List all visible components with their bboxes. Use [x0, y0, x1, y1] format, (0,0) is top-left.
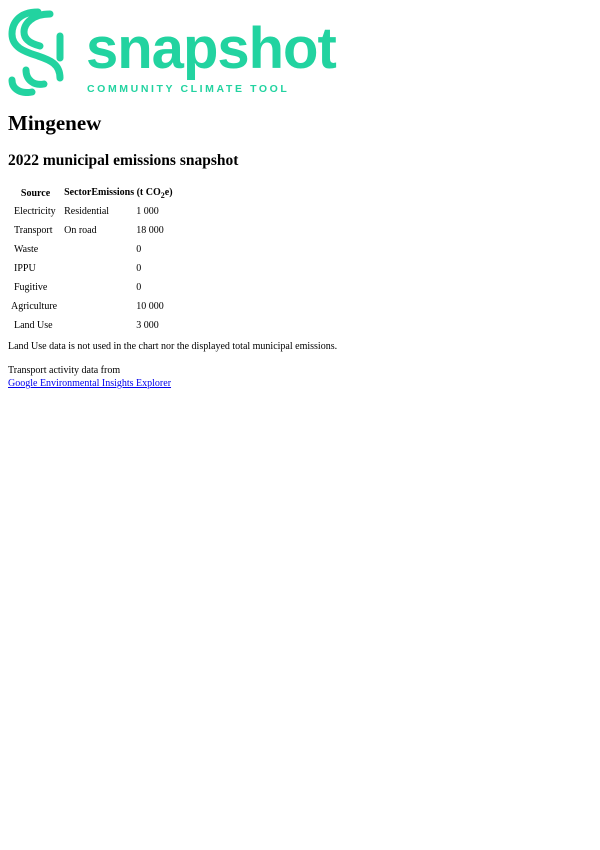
row-emissions: 0 [136, 282, 142, 293]
snapshot-tagline: COMMUNITY CLIMATE TOOL [87, 83, 290, 95]
header-source: Source [20, 188, 51, 199]
page-title: Mingenew [8, 111, 102, 135]
transport-credit [8, 364, 171, 390]
row-emissions: 1 000 [136, 206, 159, 217]
land-use-note: Land Use data is not used in the chart nor the displayed total municipal emissions. [8, 341, 338, 352]
table-row [10, 241, 174, 258]
row-source: Agriculture [11, 301, 58, 312]
row-sector [63, 298, 128, 315]
row-source: IPPU [14, 263, 36, 274]
table-row [10, 317, 174, 334]
row-source: Fugitive [14, 282, 48, 293]
row-source: Transport [14, 225, 53, 236]
header-sector-emissions [63, 186, 173, 201]
row-emissions: 0 [136, 244, 142, 255]
table-row [10, 260, 174, 277]
row-source: Waste [14, 244, 39, 255]
row-sector [63, 317, 128, 334]
snapshot-logo [8, 8, 336, 98]
snapshot-wordmark: snapshot [86, 16, 336, 81]
row-sector [63, 279, 128, 296]
header-sector: Sector [64, 187, 92, 198]
emissions-table [8, 184, 176, 336]
table-header-row [10, 186, 174, 201]
row-emissions: 3 000 [136, 320, 159, 331]
table-row [10, 203, 174, 220]
table-row [10, 279, 174, 296]
row-emissions: 18 000 [136, 225, 164, 236]
row-source: Electricity [14, 206, 56, 217]
row-sector: Residential [64, 206, 110, 217]
row-sector: On road [64, 225, 97, 236]
table-row [10, 298, 174, 315]
table-row [10, 222, 174, 239]
row-emissions: 10 000 [136, 301, 164, 312]
row-sector [63, 241, 128, 258]
page-subtitle: 2022 municipal emissions snapshot [8, 152, 239, 169]
google-eie-link[interactable]: Google Environmental Insights Explorer [8, 378, 172, 389]
row-sector [63, 260, 128, 277]
snapshot-logo-icon [8, 8, 68, 96]
row-source: Land Use [14, 320, 53, 331]
header-emissions: Emissions (t $CO_2e$) [91, 187, 173, 200]
transport-credit-text: Transport activity data from [8, 365, 121, 376]
row-emissions: 0 [136, 263, 142, 274]
